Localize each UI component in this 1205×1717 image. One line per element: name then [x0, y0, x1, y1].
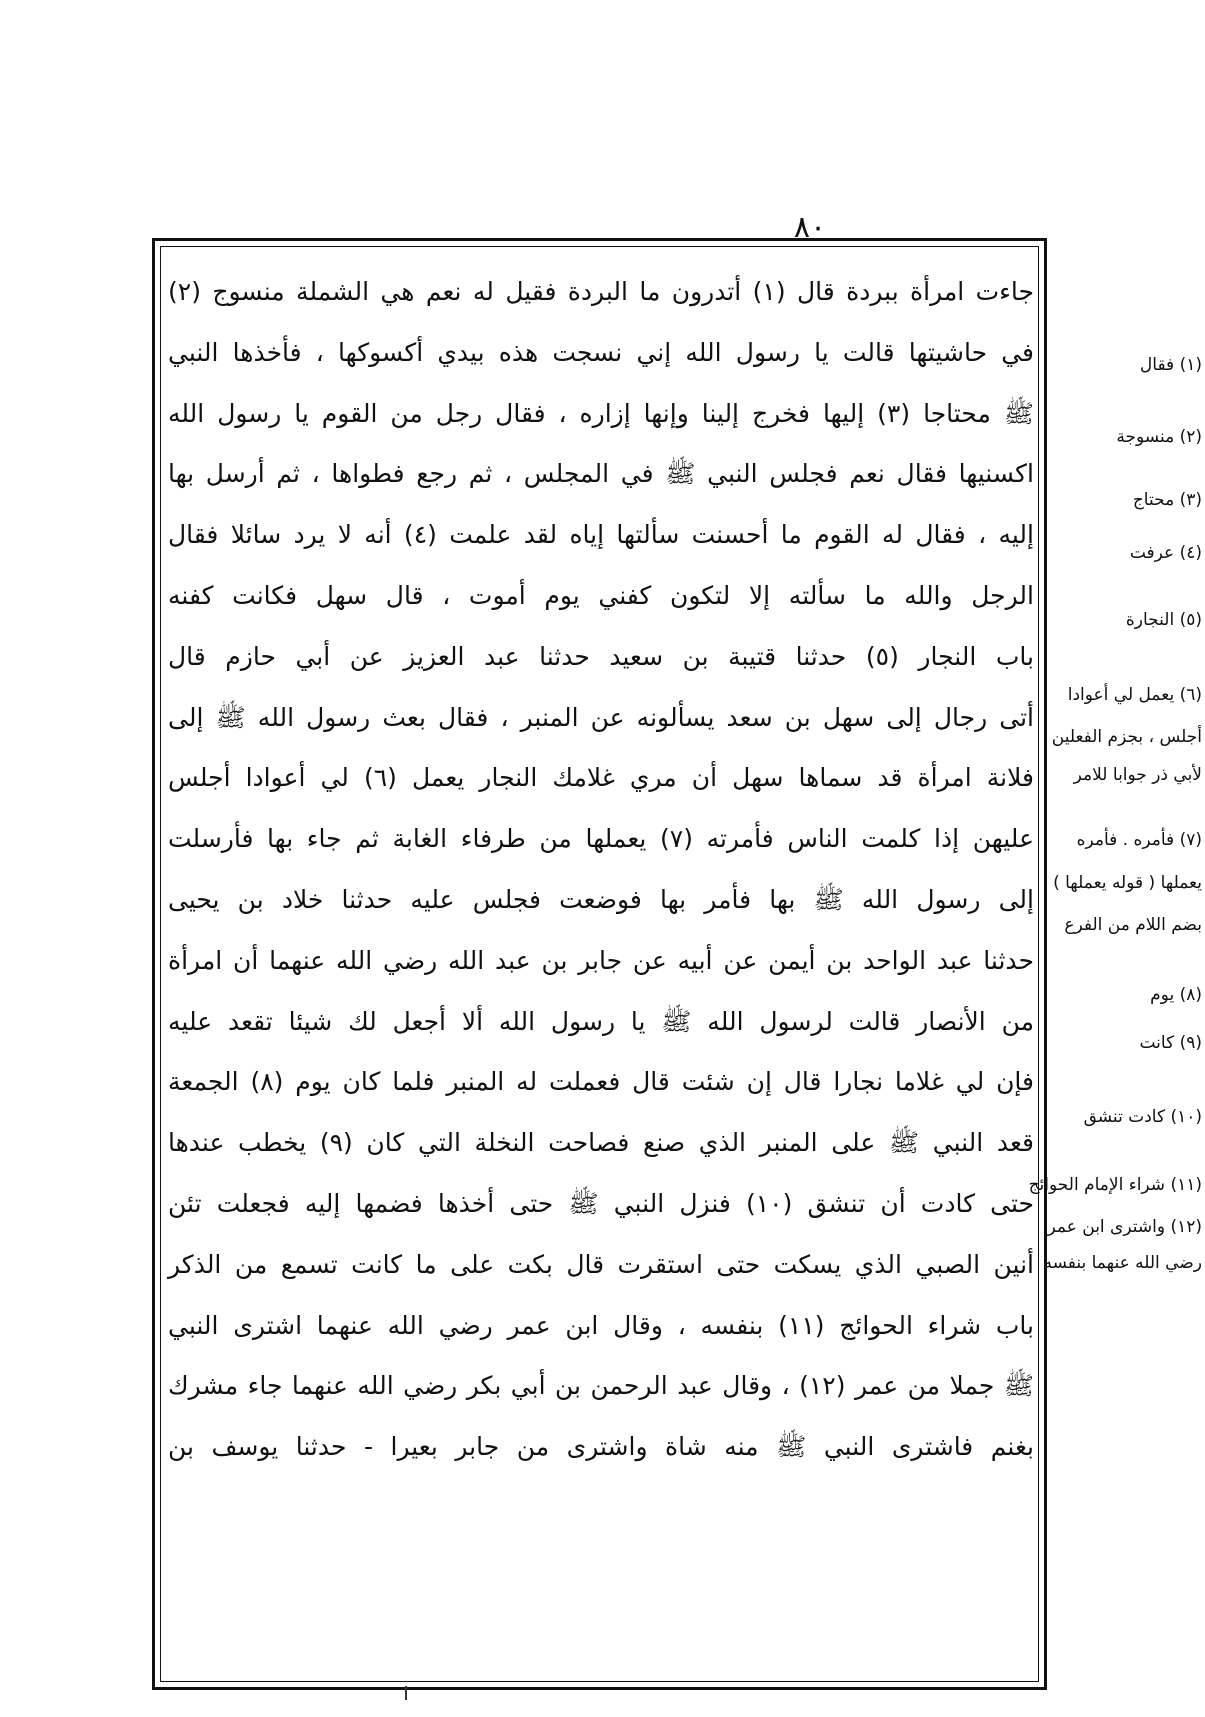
text-line: اكسنيها فقال نعم فجلس النبي ﷺ في المجلس ، ثم رجع فطواها ، ثم أرسل بها	[168, 459, 1034, 489]
text-line: فإن لي غلاما نجارا قال إن شئت قال فعملت له المنبر فلما كان يوم (٨) الجمعة	[168, 1067, 1034, 1097]
margin-note: (٣) محتاج	[1132, 490, 1202, 510]
text-line: فلانة امرأة قد سماها سهل أن مري غلامك النجار يعمل (٦) لي أعوادا أجلس	[168, 763, 1034, 793]
margin-note: رضي الله عنهما بنفسه	[1043, 1253, 1202, 1273]
text-line: قعد النبي ﷺ على المنبر الذي صنع فصاحت النخلة التي كان (٩) يخطب عندها	[168, 1128, 1034, 1158]
margin-note: أجلس ، بجزم الفعلين	[1051, 727, 1202, 747]
print-mark	[405, 1686, 407, 1700]
page-number: ٨٠	[793, 210, 827, 245]
margin-note: بضم اللام من الفرع	[1064, 915, 1202, 935]
text-line: ﷺ محتاجا (٣) إليها فخرج إلينا وإنها إزاره ، فقال رجل من القوم يا رسول الله	[168, 398, 1035, 428]
text-line: باب النجار (٥) حدثنا قتيبة بن سعيد حدثنا عبد العزيز عن أبي حازم قال	[168, 641, 1034, 671]
margin-note: (٤) عرفت	[1129, 543, 1202, 563]
margin-note: يعملها ( قوله يعملها )	[1053, 873, 1202, 893]
margin-note: (١) فقال	[1139, 355, 1202, 375]
text-line: من الأنصار قالت لرسول الله ﷺ يا رسول الله ألا أجعل لك شيئا تقعد عليه	[168, 1006, 1034, 1036]
margin-notes	[1028, 355, 1202, 1645]
margin-note: (٢) منسوجة	[1116, 427, 1202, 447]
text-line: أنين الصبي الذي يسكت حتى استقرت قال بكت على ما كانت تسمع من الذكر	[168, 1249, 1034, 1279]
text-line: حدثنا عبد الواحد بن أيمن عن أبيه عن جابر بن عبد الله رضي الله عنهما أن امرأة	[168, 945, 1034, 975]
text-line: إلى رسول الله ﷺ بها فأمر بها فوضعت فجلس عليه حدثنا خلاد بن يحيى	[168, 884, 1034, 914]
text-line: بغنم فاشترى النبي ﷺ منه شاة واشترى من جابر بعيرا - حدثنا يوسف بن	[168, 1432, 1034, 1462]
margin-note: (٧) فأمره . فأمره	[1076, 830, 1202, 850]
margin-note: (٨) يوم	[1150, 985, 1202, 1005]
text-line: في حاشيتها قالت يا رسول الله إني نسجت هذه بيدي أكسوكها ، فأخذها النبي	[168, 337, 1034, 367]
margin-note: (٩) كانت	[1139, 1033, 1202, 1053]
text-line: عليهن إذا كلمت الناس فأمرته (٧) يعملها من طرفاء الغابة ثم جاء بها فأرسلت	[168, 824, 1034, 854]
margin-note: (٥) النجارة	[1125, 610, 1202, 630]
text-line: إليه ، فقال له القوم ما أحسنت سألتها إياه لقد علمت (٤) أنه لا يرد سائلا فقال	[168, 520, 1034, 550]
text-line: الرجل والله ما سألته إلا لتكون كفني يوم أموت ، قال سهل فكانت كفنه	[168, 580, 1034, 610]
main-text-block	[168, 262, 1034, 1672]
text-line: جاءت امرأة ببردة قال (١) أتدرون ما البردة فقيل له نعم هي الشملة منسوج (٢)	[168, 277, 1034, 306]
text-line: باب شراء الحوائج (١١) بنفسه ، وقال ابن عمر رضي الله عنهما اشترى النبي	[168, 1310, 1034, 1340]
margin-note: لأبي ذر جوابا للامر	[1073, 765, 1202, 785]
margin-note: (٦) يعمل لي أعوادا	[1067, 685, 1202, 705]
text-line: ﷺ جملا من عمر (١٢) ، وقال عبد الرحمن بن أبي بكر رضي الله عنهما جاء مشرك	[168, 1371, 1035, 1401]
text-line: أتى رجال إلى سهل بن سعد يسألونه عن المنبر ، فقال بعث رسول الله ﷺ إلى	[168, 702, 1034, 732]
margin-note: (١١) شراء الإمام الحوائج	[1028, 1175, 1202, 1195]
margin-note: (١٢) واشترى ابن عمر	[1047, 1217, 1202, 1237]
text-line: حتى كادت أن تنشق (١٠) فنزل النبي ﷺ حتى أخذها فضمها إليه فجعلت تئن	[168, 1188, 1034, 1218]
margin-note: (١٠) كادت تنشق	[1083, 1107, 1202, 1127]
